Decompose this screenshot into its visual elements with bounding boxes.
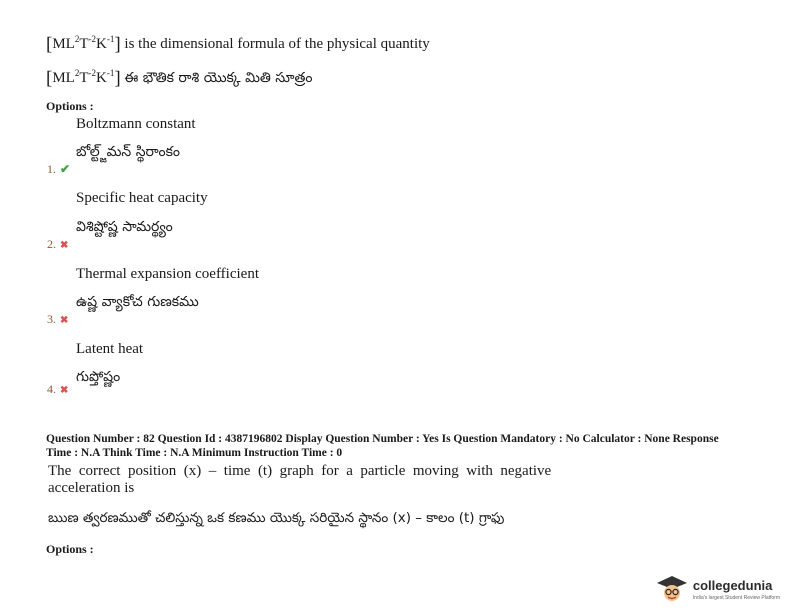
option-number: 1. xyxy=(47,162,56,176)
option-4-text-en: Latent heat xyxy=(76,341,144,357)
question-1-text-te: $[ML^2T^{-2}K^{-1}]$ ఈ భౌతిక రాశి యొక్క మితి సూత్రం xyxy=(46,68,313,89)
graduate-mascot-icon xyxy=(653,574,691,604)
dimensional-formula: $[ML^2T^{-2}K^{-1}]$ xyxy=(46,34,121,55)
question-1-text-en: $[ML^2T^{-2}K^{-1}]$ is the dimensional formula of the physical quantity xyxy=(46,34,430,55)
question-2-text-en xyxy=(48,463,551,497)
brand-name: collegedunia xyxy=(692,578,773,593)
option-3-text-en: Thermal expansion coefficient xyxy=(76,266,259,282)
option-1-marker[interactable] xyxy=(47,160,70,178)
cross-icon: ✖ xyxy=(60,315,69,326)
meta-line-2: Time : N.A Think Time : N.A Minimum Instruction Time : 0 xyxy=(46,447,343,459)
meta-line-1: Question Number : 82 Question Id : 4387196802 Display Question Number : Yes Is Question Mandatory : No Calculator : None Response xyxy=(46,433,719,445)
option-3-marker[interactable] xyxy=(47,310,68,328)
options-label: Options : xyxy=(46,99,94,113)
cross-icon: ✖ xyxy=(60,240,69,251)
question-2-text-te: ఋణ త్వరణముతో చలిస్తున్న ఒక కణము యొక్క సరియైన స్థానం (x) – కాలం (t) గ్రాఫు xyxy=(48,510,505,526)
option-2-text-en: Specific heat capacity xyxy=(76,190,208,206)
option-1-text-en: Boltzmann constant xyxy=(76,116,196,132)
dimensional-formula-te: $[ML^2T^{-2}K^{-1}]$ xyxy=(46,68,121,89)
cross-icon: ✖ xyxy=(60,385,69,396)
check-icon: ✔ xyxy=(60,162,71,176)
option-1-text-te: బోల్ట్జ్‌మన్ స్థిరాంకం xyxy=(76,144,180,160)
question-2-line-1: The correct position (x) – time (t) graph for a particle moving with negative xyxy=(48,463,552,479)
option-4-text-te: గుప్తోష్ణం xyxy=(76,369,121,385)
question-2-meta xyxy=(46,432,719,460)
question-2-line-2: acceleration is xyxy=(48,480,135,496)
options-label-2: Options : xyxy=(46,542,94,556)
option-number: 4. xyxy=(47,382,56,396)
option-4-marker[interactable] xyxy=(47,380,68,398)
option-3-text-te: ఉష్ణ వ్యాకోచ గుణకము xyxy=(76,294,199,310)
brand-tagline: India's largest Student Review Platform xyxy=(692,595,780,601)
option-number: 2. xyxy=(47,237,56,251)
option-number: 3. xyxy=(47,312,56,326)
option-2-marker[interactable] xyxy=(47,235,68,253)
collegedunia-watermark xyxy=(653,574,780,604)
option-2-text-te: విశిష్టోష్ణ సామర్థ్యం xyxy=(76,219,173,235)
